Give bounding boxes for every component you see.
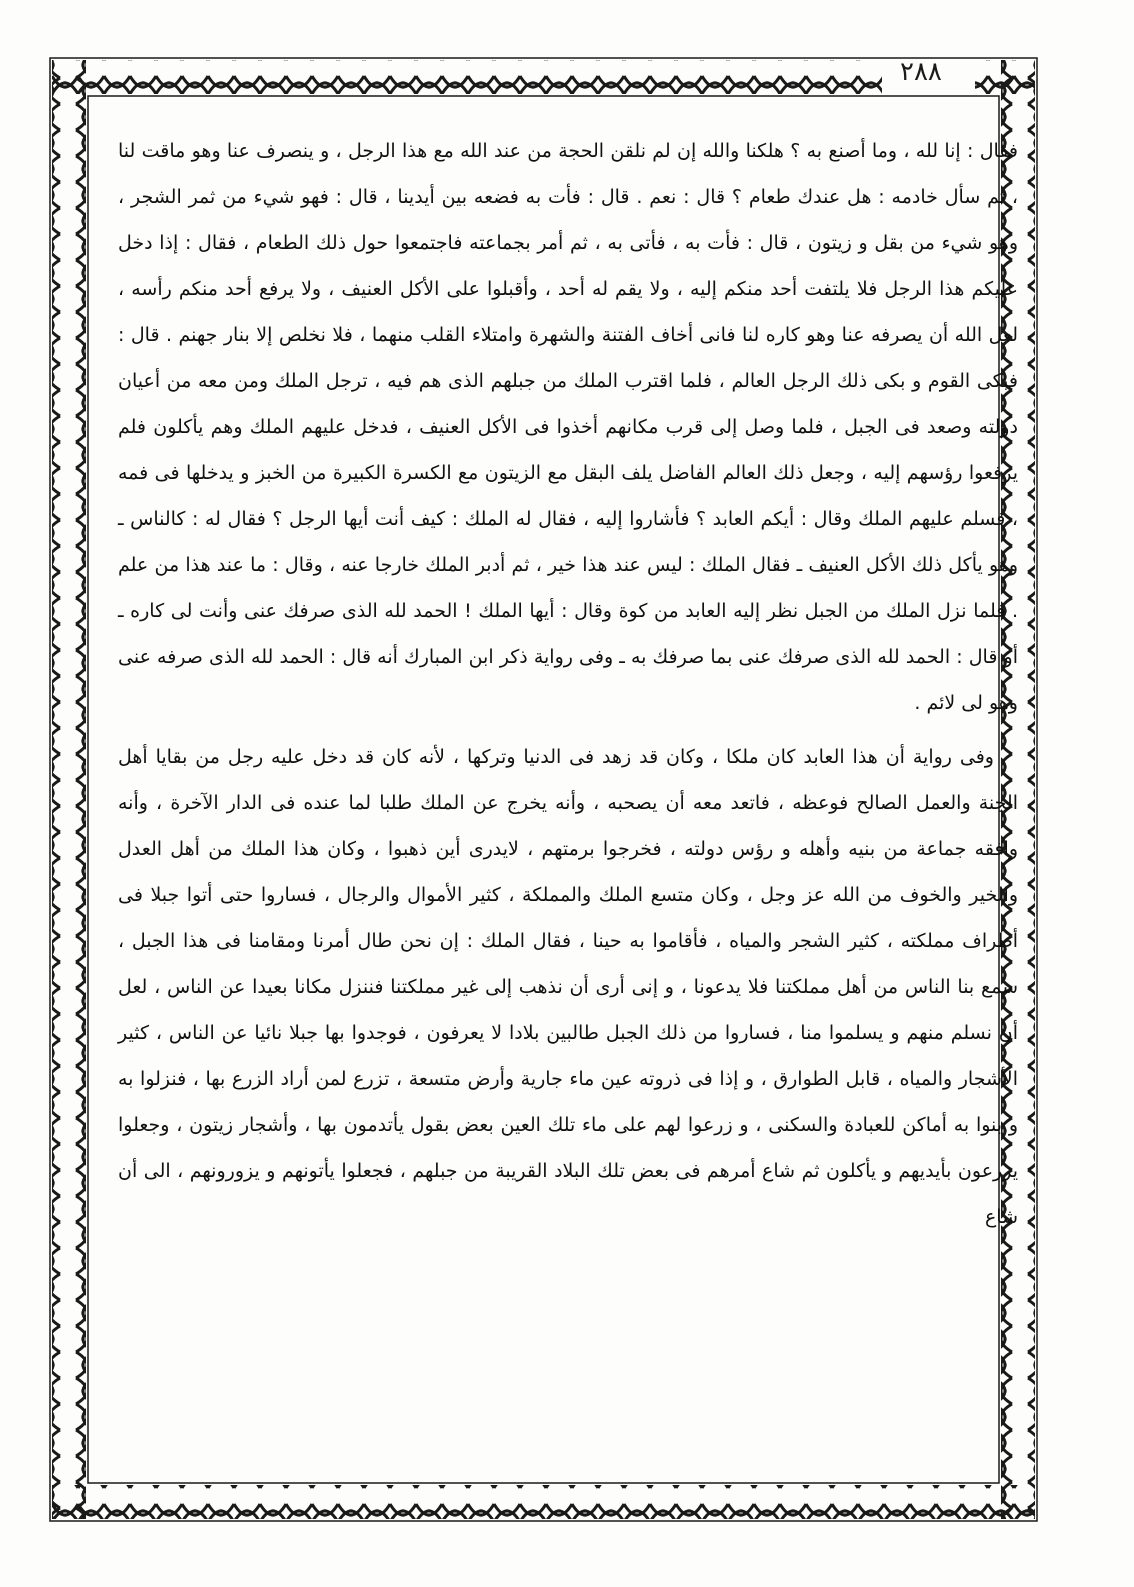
page-number: ٢٨٨ xyxy=(900,57,942,87)
paragraph-1: فقال : إنا لله ، وما أصنع به ؟ هلكنا والله إن لم نلقن الحجة من عند الله مع هذا الرجل ، و ينصرف عنا وهو ماقت لنا ، ثم سأل خادمه : هل عندك طعام ؟ قال : نعم . قال : فأت به فضعه بين أيدينا ، قال : فهو شيء من ثمر الشجر ، وهو شيء من بقل و زيتون ، قال : فأت به ، فأتى به ، ثم أمر بجماعته فاجتمعوا حول ذلك الطعام ، فقال : إذا دخل عليكم هذا الرجل فلا يلتفت أحد منكم إليه ، ولا يقم له أحد ، وأقبلوا على الأكل العنيف ، ولا يرفع أحد منكم رأسه ، لعل الله أن يصرفه عنا وهو كاره لنا فانى أخاف الفتنة والشهرة وامتلاء القلب منهما ، فلا نخلص إلا بنار جهنم . قال : فبكى القوم و بكى ذلك الرجل العالم ، فلما اقترب الملك من جبلهم الذى هم فيه ، ترجل الملك ومن معه من أعيان دولته وصعد فى الجبل ، فلما وصل إلى قرب مكانهم أخذوا فى الأكل العنيف ، فدخل عليهم الملك وهم يأكلون فلم يرفعوا رؤسهم إليه ، وجعل ذلك العالم الفاضل يلف البقل مع الزيتون مع الكسرة الكبيرة من الخبز و يدخلها فى فمه ، فسلم عليهم الملك وقال : أيكم العابد ؟ فأشاروا إليه ، فقال له الملك : كيف أنت أيها الرجل ؟ فقال له : كالناس ـ وهو يأكل ذلك الأكل العنيف ـ فقال الملك : ليس عند هذا خير ، ثم أدبر الملك خارجا عنه ، وقال : ما عند هذا من علم . فلما نزل الملك من الجبل نظر إليه العابد من كوة وقال : أيها الملك ! الحمد لله الذى صرفك عنى وأنت لى كاره ـ أو قال : الحمد لله الذى صرفك عنى بما صرفك به ـ وفى رواية ذكر ابن المبارك أنه قال : الحمد لله الذى صرفه عنى وهو لى لائم . xyxy=(118,140,1018,714)
paragraph-2: وفى رواية أن هذا العابد كان ملكا ، وكان قد زهد فى الدنيا وتركها ، لأنه كان قد دخل عليه رجل من بقايا أهل الجنة والعمل الصالح فوعظه ، فاتعد معه أن يصحبه ، وأنه يخرج عن الملك طلبا لما عنده فى الدار الآخرة ، وأنه وافقه جماعة من بنيه وأهله و رؤس دولته ، فخرجوا برمتهم ، لايدرى أين ذهبوا ، وكان هذا الملك من أهل العدل والخير والخوف من الله عز وجل ، وكان متسع الملك والمملكة ، كثير الأموال والرجال ، فساروا حتى أتوا جبلا فى أطراف مملكته ، كثير الشجر والمياه ، فأقاموا به حينا ، فقال الملك : إن نحن طال أمرنا ومقامنا فى هذا الجبل ، سمع بنا الناس من أهل مملكتنا فلا يدعونا ، و إنى أرى أن نذهب إلى غير مملكتنا فننزل مكانا بعيدا عن الناس ، لعل أن نسلم منهم و يسلموا منا ، فساروا من ذلك الجبل طالبين بلادا لا يعرفون ، فوجدوا بها جبلا نائيا عن الناس ، كثير الأشجار والمياه ، قابل الطوارق ، و إذا فى ذروته عين ماء جارية وأرض متسعة ، تزرع لمن أراد الزرع بها ، فنزلوا به و بنوا به أماكن للعبادة والسكنى ، و زرعوا لهم على ماء تلك العين بعض بقول يأتدمون بها ، وأشجار زيتون ، وجعلوا يزرعون بأيديهم و يأكلون ثم شاع أمرهم فى بعض تلك البلاد القريبة من جبلهم ، فجعلوا يأتونهم و يزورونهم ، الى أن شاع xyxy=(118,746,1018,1228)
main-text xyxy=(118,128,1018,1240)
